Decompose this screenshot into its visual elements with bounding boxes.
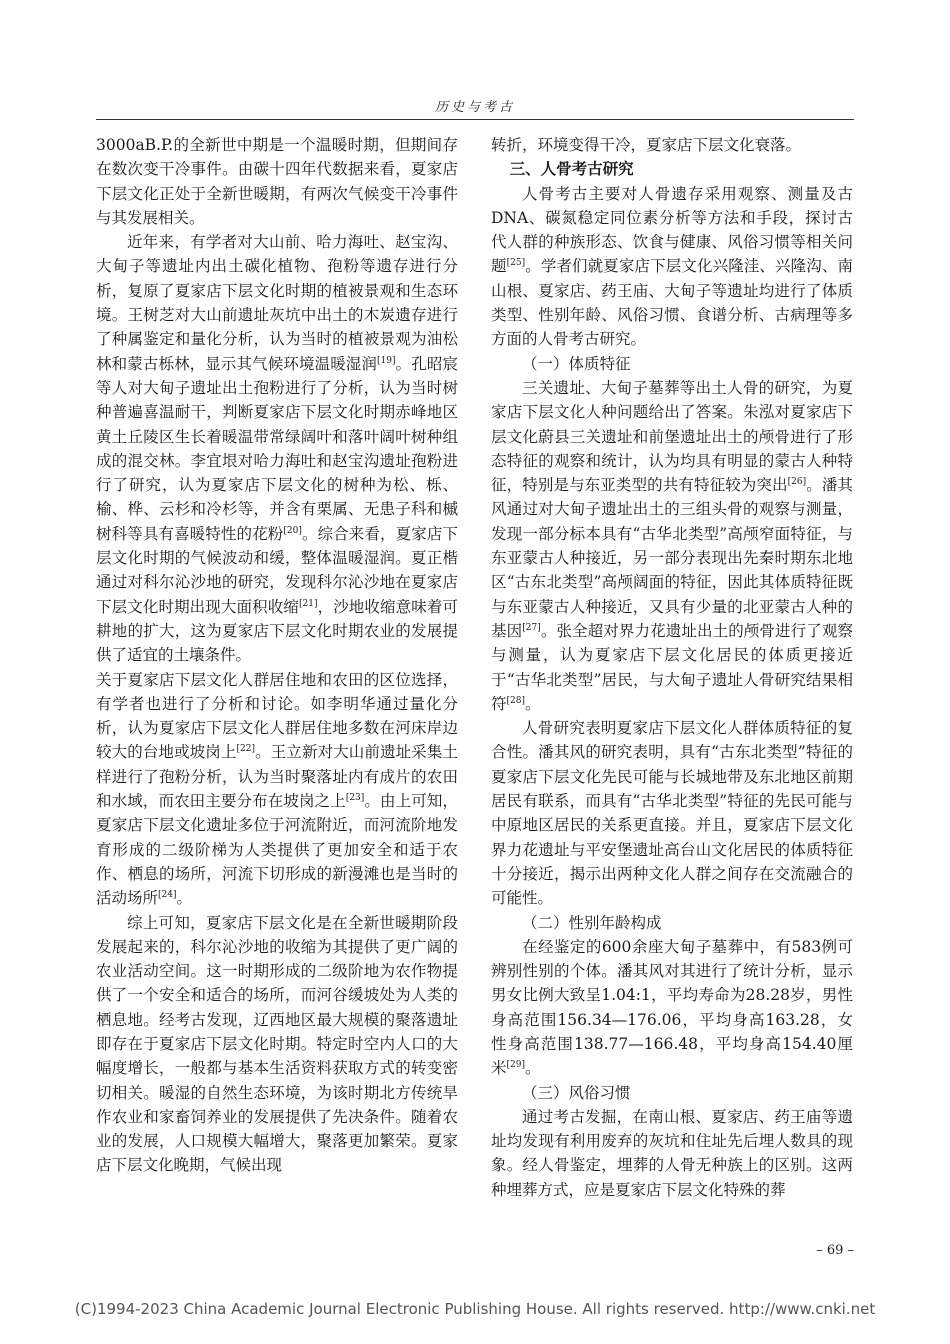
- paragraph-text: 。: [176, 889, 193, 908]
- paragraph: [96, 133, 458, 230]
- paragraph-text: 3000aB.P.的全新世中期是一个温暖时期，但期间存在数次变干冷事件。由碳十四年代数据来看，夏家店下层文化正处于全新世暖期，有两次气候变干冷事件与其发展相关。: [96, 136, 458, 227]
- paragraph-text: 近年来，有学者对大山前、哈力海吐、赵宝沟、大甸子等遗址内出土碳化植物、孢粉等遗存进行分析，复原了夏家店下层文化时期的植被景观和生态环境。王树芝对大山前遗址灰坑中出土的木炭遗存进行了种属鉴定和量化分析，认为当时的植被景观为油松林和蒙古栎林，显示其气候环境温暖湿润: [96, 233, 458, 373]
- citation-ref[interactable]: [25]: [506, 258, 526, 269]
- subsection-heading: （三）风俗习惯: [522, 1083, 631, 1102]
- paragraph-text: 。: [525, 694, 541, 713]
- paragraph-text: 。学者们就夏家店下层文化兴隆洼、兴隆沟、南山根、夏家店、药王庙、大甸子等遗址均进行了体质类型、性别年龄、风俗习惯、食谱分析、古病理等多方面的人骨考古研究。: [491, 257, 853, 349]
- paragraph: [491, 376, 853, 716]
- running-head: 历史与考古: [434, 100, 515, 115]
- paragraph-text: 。综合来看，夏家店下层文化时期的气候波动和缓，整体温暖湿润。夏正楷通过对科尔沁沙地的研究，发现科尔沁沙地在夏家店下层文化时期出现大面积收缩: [96, 524, 458, 616]
- paragraph-text: 。张全超对界力花遗址出土的颅骨进行了观察与测量，认为夏家店下层文化居民的体质更接近于“古华北类型”居民，与大甸子遗址人骨研究结果相符: [491, 621, 853, 713]
- paragraph-text: 。: [525, 1059, 541, 1078]
- paragraph-text: 综上可知，夏家店下层文化是在全新世暖期阶段发展起来的，科尔沁沙地的收缩为其提供了更广阔的农业活动空间。这一时期形成的二级阶地为农作物提供了一个安全和适合的场所，而河谷缓坡处为人类的栖息地。经考古发现，辽西地区最大规模的聚落遗址即存在于夏家店下层文化时期。特定时空内人口的大幅度增长，一般都与基本生活资料获取方式的转变密切相关。暖湿的自然生态环境，为该时期北方传统旱作农业和家畜饲养业的发展提供了先决条件。随着农业的发展，人口规模大幅增大，聚落更加繁荣。夏家店下层文化晚期，气候出现: [96, 913, 458, 1175]
- paragraph-text: 人骨研究表明夏家店下层文化人群体质特征的复合性。潘其风的研究表明，具有“古东北类型”特征的夏家店下层文化先民可能与长城地带及东北地区前期居民有联系，而具有“古华北类型”特征的先民可能与中原地区居民的关系更直接。并且，夏家店下层文化界力花遗址与平安堡遗址高台山文化居民的体质特征十分接近，揭示出两种文化人群之间存在交流融合的可能性。: [491, 719, 853, 908]
- citation-ref[interactable]: [24]: [158, 890, 177, 901]
- citation-ref[interactable]: [22]: [236, 744, 256, 755]
- paragraph: [491, 935, 853, 1081]
- citation-ref[interactable]: [21]: [298, 598, 318, 609]
- paragraph-text: 。孔昭宸等人对大甸子遗址出土孢粉进行了分析，认为当时树种普遍喜温耐干，判断夏家店下层文化时期赤峰地区黄土丘陵区生长着暖温带常绿阔叶和落叶阔叶树种组成的混交林。李宜垠对哈力海吐和赵宝沟遗址孢粉进行了研究，认为夏家店下层文化的树种为松、栎、榆、桦、云杉和冷杉等，并含有栗属、无患子科和槭树科等具有喜暖特性的花粉: [96, 354, 458, 543]
- paragraph-text: 。由上可知，夏家店下层文化遗址多位于河流附近，而河流阶地发育形成的二级阶梯为人类提供了更加安全和适于农作、栖息的场所，河流下切形成的新漫滩也是当时的活动场所: [96, 792, 458, 908]
- paragraph: [96, 911, 458, 1178]
- citation-ref[interactable]: [19]: [377, 355, 396, 366]
- paragraph-text: ，沙地收缩意味着可耕地的扩大，这为夏家店下层文化时期农业的发展提供了适宜的土壤条件。: [96, 597, 458, 665]
- paragraph: [96, 668, 458, 911]
- paragraph-text: 三关遗址、大甸子墓葬等出土人骨的研究，为夏家店下层文化人种问题给出了答案。朱泓对夏家店下层文化蔚县三关遗址和前堡遗址出土的颅骨进行了形态特征的观察和统计，认为均具有明显的蒙古人种特征，特别是与东亚类型的共有特征较为突出: [491, 378, 853, 495]
- paragraph-text: 。王立新对大山前遗址采集土样进行了孢粉分析，认为当时聚落址内有成片的农田和水域，而农田主要分布在坡岗之上: [96, 743, 458, 811]
- paragraph: [491, 716, 853, 910]
- paragraph-text: 。潘其风通过对大甸子遗址出土的三组头骨的观察与测量，发现一部分标本具有“古华北类型”高颅窄面特征，与东亚蒙古人种接近，另一部分表现出先秦时期东北地区“古东北类型”高颅阔面的特征，因此其体质特征既与东亚蒙古人种接近，又具有少量的北亚蒙古人种的基因: [491, 476, 853, 640]
- right-column: [491, 133, 853, 1202]
- left-column: [96, 133, 458, 1178]
- subsection-heading: （二）性别年龄构成: [522, 913, 662, 932]
- citation-ref[interactable]: [27]: [522, 622, 541, 633]
- section-heading: 三、人骨考古研究: [509, 159, 634, 179]
- copyright-footer: (C)1994-2023 China Academic Journal Electronic Publishing House. All rights reserved. http://www.cnki.net: [74, 1300, 876, 1318]
- paragraph-text: 转折，环境变得干冷，夏家店下层文化衰落。: [491, 136, 802, 154]
- paragraph-text: 关于夏家店下层文化人群居住地和农田的区位选择，有学者也进行了分析和讨论。如李明华通过量化分析，认为夏家店下层文化人群居住地多数在河床岸边较大的台地或坡岗上: [96, 670, 458, 762]
- paragraph: [96, 230, 458, 667]
- paragraph-text: 通过考古发掘，在南山根、夏家店、药王庙等遗址均发现有利用废弃的灰坑和住址先后埋人数具的现象。经人骨鉴定，埋葬的人骨无种族上的区别。这两种埋葬方式，应是夏家店下层文化特殊的葬: [491, 1107, 853, 1199]
- paragraph-text: 人骨考古主要对人骨遗存采用观察、测量及古DNA、碳氮稳定同位素分析等方法和手段，探讨古代人群的种族形态、饮食与健康、风俗习惯等相关问题: [491, 184, 853, 276]
- citation-ref[interactable]: [23]: [345, 792, 365, 803]
- paragraph: [491, 182, 853, 352]
- paragraph: [491, 1105, 853, 1202]
- paragraph: [491, 133, 853, 157]
- citation-ref[interactable]: [28]: [506, 695, 525, 706]
- page-number: – 69 –: [816, 1243, 854, 1258]
- subsection-heading: （一）体质特征: [522, 354, 631, 373]
- citation-ref[interactable]: [20]: [283, 525, 302, 536]
- citation-ref[interactable]: [29]: [506, 1060, 525, 1071]
- paragraph-text: 在经鉴定的600余座大甸子墓葬中，有583例可辨别性别的个体。潘其风对其进行了统计分析，显示男女比例大致呈1.04:1，平均寿命为28.28岁，男性身高范围156.34—176.06，平均身高163.28，女性身高范围138.77—166.48，平均身高154.40厘米: [491, 937, 853, 1078]
- header-rule: [96, 119, 854, 120]
- citation-ref[interactable]: [26]: [787, 477, 807, 487]
